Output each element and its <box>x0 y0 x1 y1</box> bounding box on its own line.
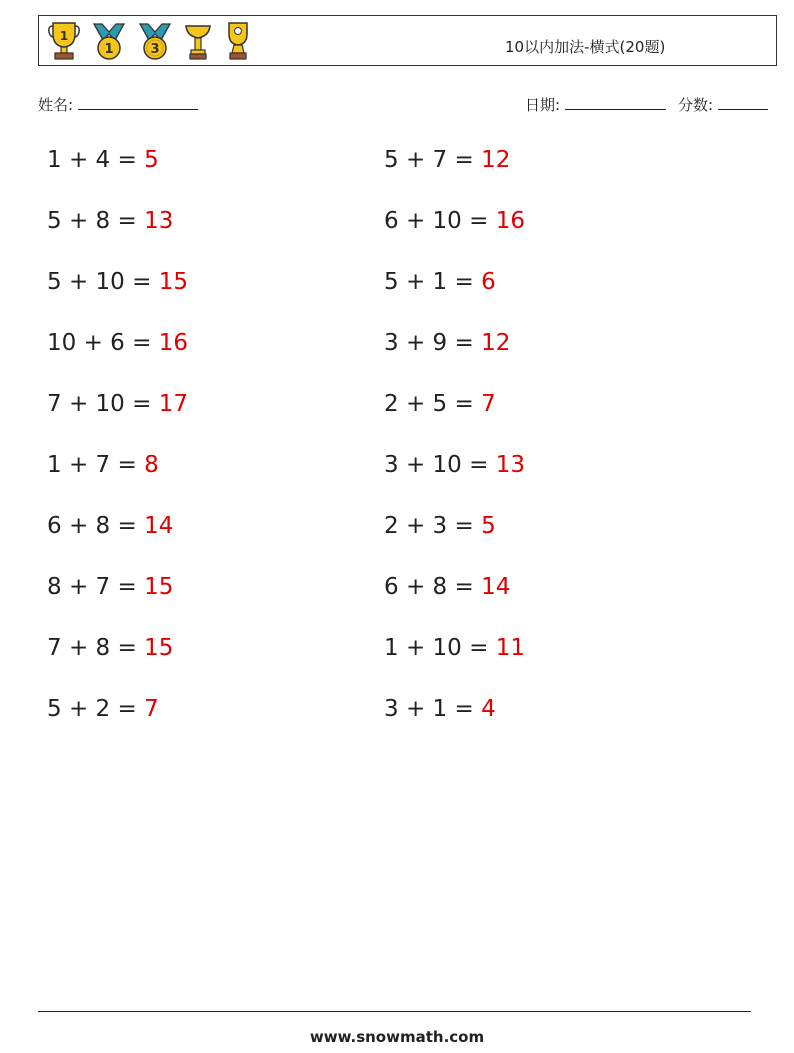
problem-question: 6 + 10 = <box>384 208 496 234</box>
problem-answer: 8 <box>144 452 159 478</box>
problem-item <box>384 635 525 661</box>
problem-item <box>47 452 159 478</box>
problem-item <box>47 696 159 722</box>
problem-answer: 4 <box>481 696 496 722</box>
problem-item <box>47 208 173 234</box>
problem-answer: 16 <box>495 208 525 234</box>
problem-question: 10 + 6 = <box>47 330 159 356</box>
problem-answer: 6 <box>481 269 496 295</box>
problem-item <box>384 513 496 539</box>
problem-question: 1 + 4 = <box>47 147 145 173</box>
problem-item <box>47 147 159 173</box>
problem-answer: 16 <box>158 330 188 356</box>
worksheet-title: 10以内加法-横式(20题) <box>505 38 666 56</box>
problem-item <box>384 574 510 600</box>
problem-question: 6 + 8 = <box>47 513 145 539</box>
problem-item <box>384 269 496 295</box>
problem-item <box>47 635 173 661</box>
problem-question: 2 + 5 = <box>384 391 482 417</box>
problem-question: 7 + 8 = <box>47 635 145 661</box>
problem-answer: 13 <box>495 452 525 478</box>
problem-question: 5 + 8 = <box>47 208 145 234</box>
problem-answer: 5 <box>481 513 496 539</box>
problem-answer: 7 <box>144 696 159 722</box>
svg-text:3: 3 <box>150 42 160 57</box>
trophy-icon <box>223 20 253 62</box>
problem-question: 1 + 10 = <box>384 635 496 661</box>
problem-question: 3 + 1 = <box>384 696 482 722</box>
footer-site: www.snowmath.com <box>309 1028 485 1046</box>
problem-item <box>47 269 188 295</box>
name-label: 姓名: <box>38 96 74 114</box>
problem-question: 3 + 10 = <box>384 452 496 478</box>
problem-question: 1 + 7 = <box>47 452 145 478</box>
svg-text:1: 1 <box>59 29 69 43</box>
problem-question: 5 + 10 = <box>47 269 159 295</box>
problem-question: 7 + 10 = <box>47 391 159 417</box>
problem-item <box>47 391 188 417</box>
score-blank[interactable] <box>718 95 768 110</box>
trophy-1-icon <box>47 20 81 62</box>
problem-answer: 5 <box>144 147 159 173</box>
problem-answer: 14 <box>481 574 511 600</box>
medal-3-icon <box>137 20 173 62</box>
problem-answer: 12 <box>481 330 511 356</box>
problem-question: 3 + 9 = <box>384 330 482 356</box>
problem-item <box>47 513 173 539</box>
problem-question: 5 + 2 = <box>47 696 145 722</box>
cup-icon <box>183 20 213 62</box>
problem-item <box>384 147 510 173</box>
problem-item <box>384 391 496 417</box>
problem-question: 5 + 1 = <box>384 269 482 295</box>
worksheet-header <box>38 15 777 66</box>
problem-answer: 17 <box>158 391 188 417</box>
award-icons <box>47 20 253 62</box>
problem-answer: 12 <box>481 147 511 173</box>
problem-answer: 14 <box>144 513 174 539</box>
name-blank[interactable] <box>78 95 198 110</box>
name-field <box>38 94 198 115</box>
svg-text:1: 1 <box>104 42 114 57</box>
date-label: 日期: <box>525 96 561 114</box>
problem-answer: 15 <box>158 269 188 295</box>
problem-item <box>384 330 510 356</box>
problem-answer: 11 <box>495 635 525 661</box>
score-field <box>678 94 768 115</box>
problem-item <box>47 574 173 600</box>
problem-answer: 13 <box>144 208 174 234</box>
problem-question: 2 + 3 = <box>384 513 482 539</box>
problem-question: 6 + 8 = <box>384 574 482 600</box>
footer-divider <box>38 1011 751 1012</box>
problem-item <box>384 452 525 478</box>
medal-1-icon <box>91 20 127 62</box>
problem-answer: 15 <box>144 635 174 661</box>
problem-item <box>384 696 496 722</box>
date-field <box>525 94 666 115</box>
problem-item <box>47 330 188 356</box>
problem-question: 8 + 7 = <box>47 574 145 600</box>
date-blank[interactable] <box>565 95 666 110</box>
problem-item <box>384 208 525 234</box>
problem-answer: 7 <box>481 391 496 417</box>
score-label: 分数: <box>678 96 714 114</box>
problem-question: 5 + 7 = <box>384 147 482 173</box>
problem-answer: 15 <box>144 574 174 600</box>
